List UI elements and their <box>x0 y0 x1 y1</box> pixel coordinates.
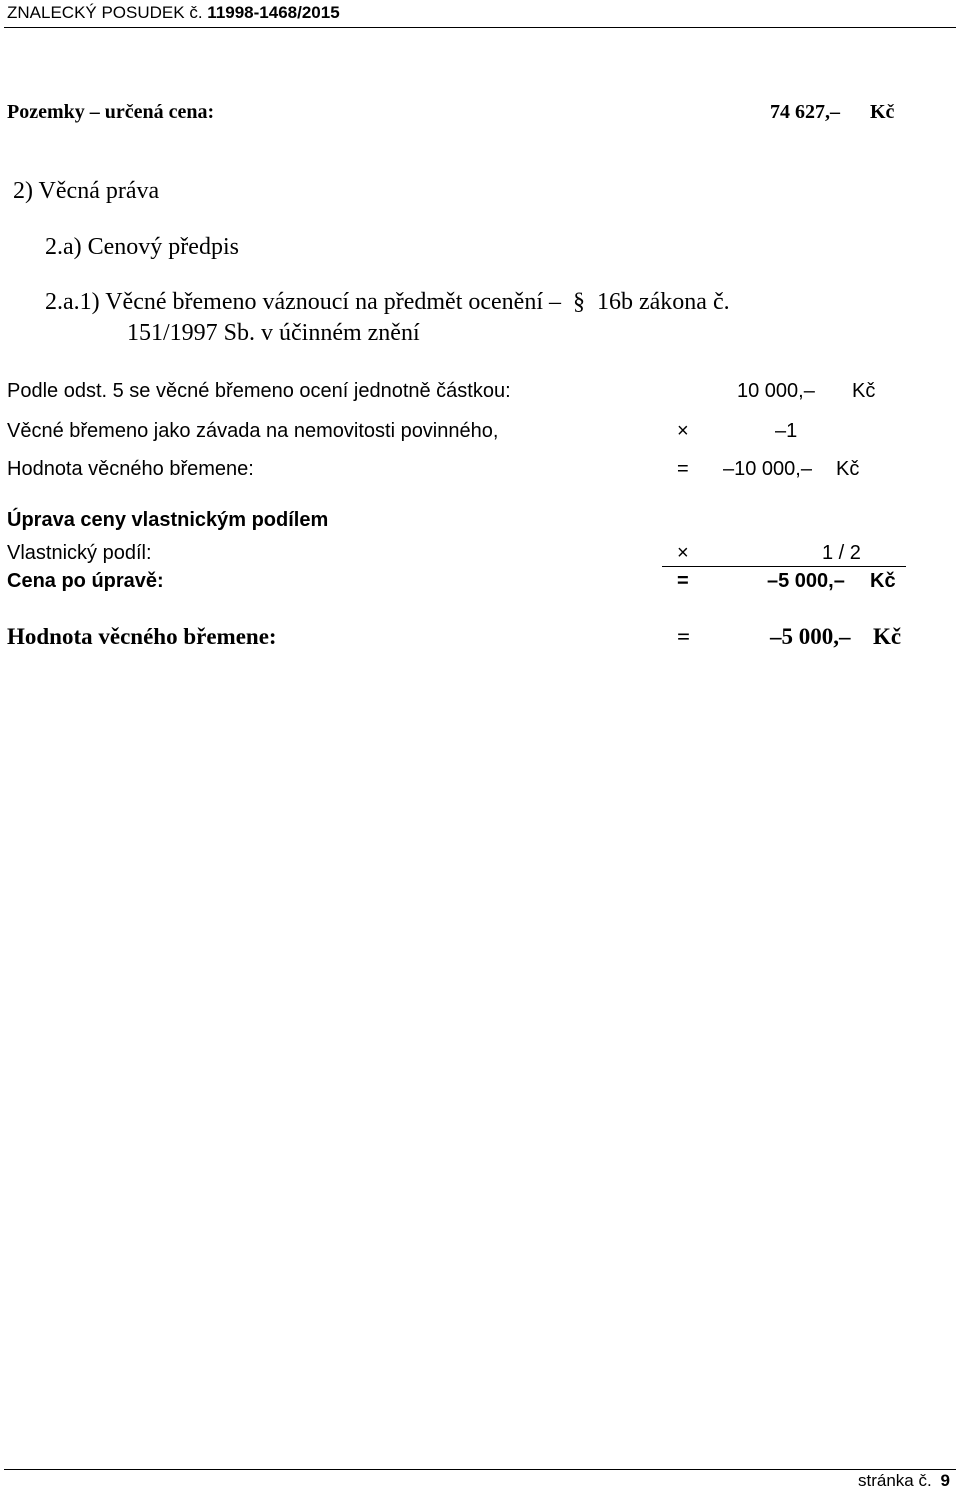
calc-row3-label: Hodnota věcného břemene: <box>7 458 254 480</box>
calc-row2-operator: × <box>677 420 689 442</box>
footer-rule <box>4 1469 956 1470</box>
share-label: Vlastnický podíl: <box>7 542 152 564</box>
subsubsection-title-line1 <box>45 289 730 316</box>
subsubsection-prefix: 2.a.1) Věcné břemeno váznoucí na předmět ocenění – <box>45 289 561 315</box>
adjusted-price-value: –5 000,– <box>767 570 845 592</box>
calc-row1-value: 10 000,– <box>737 380 815 402</box>
adjustment-title: Úprava ceny vlastnickým podílem <box>7 509 329 531</box>
result-currency: Kč <box>873 624 902 649</box>
sum-rule <box>662 566 906 567</box>
share-operator: × <box>677 542 689 564</box>
document-header <box>7 3 340 23</box>
result-value: –5 000,– <box>770 624 851 649</box>
calc-row1-currency: Kč <box>852 380 876 402</box>
adjusted-price-operator: = <box>677 570 689 592</box>
header-prefix: ZNALECKÝ POSUDEK č. <box>7 3 203 22</box>
land-price-value: 74 627,– <box>770 101 840 123</box>
adjusted-price-currency: Kč <box>870 570 896 592</box>
header-rule <box>4 27 956 28</box>
calc-row2-value: –1 <box>775 420 798 442</box>
section-title: 2) Věcná práva <box>13 178 160 204</box>
result-operator: = <box>677 624 691 649</box>
land-price-currency: Kč <box>870 101 895 123</box>
page-label: stránka č. <box>858 1471 932 1490</box>
subsection-title: 2.a) Cenový předpis <box>45 234 239 260</box>
subsubsection-suffix: 16b zákona č. <box>597 289 730 315</box>
page-number: 9 <box>940 1471 950 1490</box>
section-sign: § <box>573 289 585 315</box>
subsubsection-title-line2: 151/1997 Sb. v účinném znění <box>127 320 420 346</box>
share-value: 1 / 2 <box>822 542 861 564</box>
header-number: 11998-1468/2015 <box>207 3 340 22</box>
calc-row3-currency: Kč <box>836 458 860 480</box>
calc-row3-value: –10 000,– <box>723 458 812 480</box>
land-price-label: Pozemky – určená cena: <box>7 101 215 123</box>
adjusted-price-label: Cena po úpravě: <box>7 570 164 592</box>
result-label: Hodnota věcného břemene: <box>7 624 277 649</box>
calc-row3-operator: = <box>677 458 689 480</box>
page-footer <box>858 1471 950 1491</box>
calc-row1-label: Podle odst. 5 se věcné břemeno ocení jednotně částkou: <box>7 380 511 402</box>
calc-row2-label: Věcné břemeno jako závada na nemovitosti povinného, <box>7 420 499 442</box>
